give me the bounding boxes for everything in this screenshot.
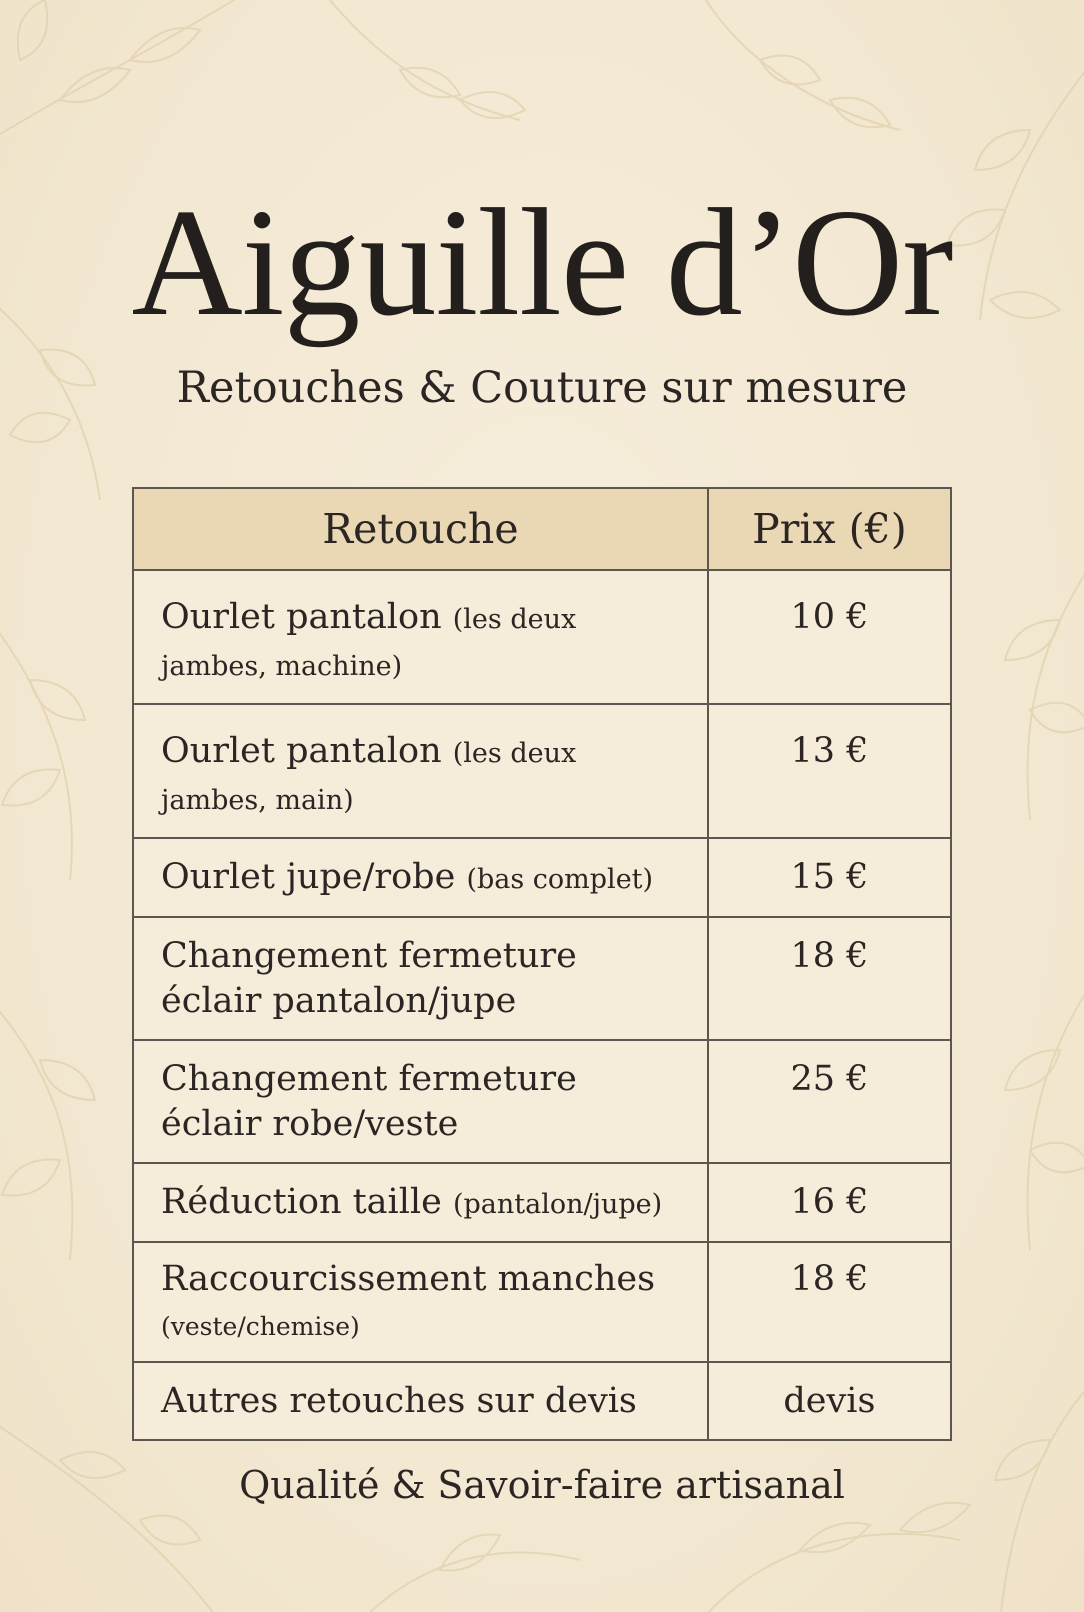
service-name: Changement fermeture éclair robe/veste xyxy=(161,1059,577,1144)
service-name: Réduction taille xyxy=(161,1182,442,1222)
service-name: Ourlet pantalon xyxy=(161,731,442,771)
price-cell: devis xyxy=(708,1362,951,1440)
service-cell xyxy=(133,1362,708,1440)
service-cell xyxy=(133,917,708,1040)
service-name: Changement fermeture éclair pantalon/jupe xyxy=(161,936,577,1021)
price-table xyxy=(132,487,952,1441)
service-note: (bas complet) xyxy=(466,864,654,895)
price-cell: 13 € xyxy=(708,704,951,838)
service-note: (les deux jambes, machine) xyxy=(161,604,577,682)
table-row xyxy=(133,1040,951,1163)
table-row xyxy=(133,1362,951,1440)
price-cell: 25 € xyxy=(708,1040,951,1163)
service-cell xyxy=(133,704,708,838)
table-row xyxy=(133,838,951,917)
service-name: Autres retouches sur devis xyxy=(161,1381,637,1421)
table-row xyxy=(133,917,951,1040)
service-cell xyxy=(133,1040,708,1163)
table-row xyxy=(133,1242,951,1362)
service-note: (veste/chemise) xyxy=(161,1312,360,1341)
shop-subtitle: Retouches & Couture sur mesure xyxy=(176,363,908,413)
price-cell: 18 € xyxy=(708,1242,951,1362)
table-row xyxy=(133,570,951,704)
footer-tagline: Qualité & Savoir-faire artisanal xyxy=(239,1463,845,1507)
service-name: Raccourcissement manches xyxy=(161,1259,656,1299)
service-cell xyxy=(133,1242,708,1362)
table-header-row xyxy=(133,488,951,570)
service-note: (pantalon/jupe) xyxy=(452,1189,663,1220)
price-cell: 16 € xyxy=(708,1163,951,1242)
table-row xyxy=(133,704,951,838)
table-row xyxy=(133,1163,951,1242)
service-name: Ourlet pantalon xyxy=(161,597,442,637)
service-cell xyxy=(133,838,708,917)
service-cell xyxy=(133,1163,708,1242)
column-header-retouche: Retouche xyxy=(133,488,708,570)
service-note: (les deux jambes, main) xyxy=(161,738,577,816)
shop-title: Aiguille d’Or xyxy=(131,178,953,348)
price-cell: 18 € xyxy=(708,917,951,1040)
service-name: Ourlet jupe/robe xyxy=(161,857,456,897)
price-cell: 15 € xyxy=(708,838,951,917)
service-cell xyxy=(133,570,708,704)
column-header-prix: Prix (€) xyxy=(708,488,951,570)
price-cell: 10 € xyxy=(708,570,951,704)
